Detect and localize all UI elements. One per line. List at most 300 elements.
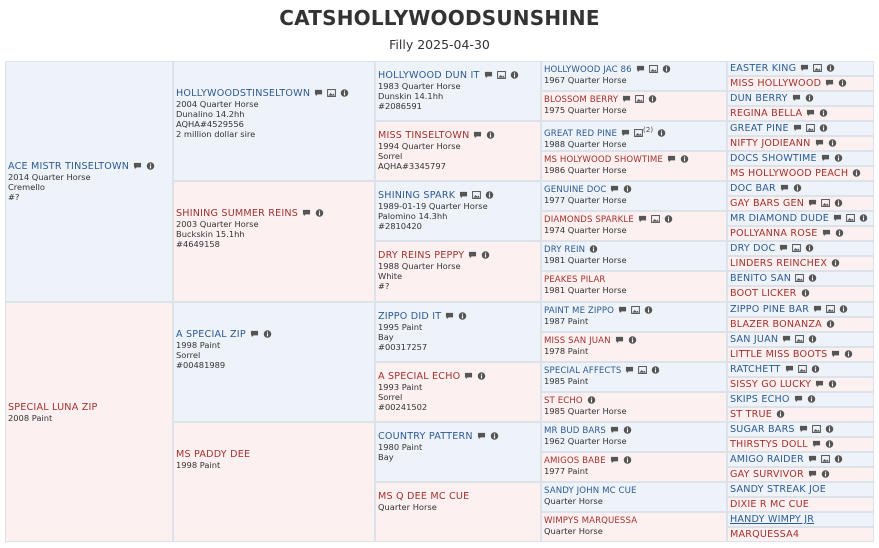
horse-name[interactable]: REGINA BELLA: [730, 108, 803, 120]
comment-icon[interactable]: [794, 395, 803, 403]
horse-detail: Dunskin 14.1hh: [378, 91, 444, 101]
comment-icon[interactable]: [610, 426, 619, 434]
info-icon[interactable]: [481, 251, 490, 259]
pedigree-cell-special-luna-zip: [5, 302, 173, 543]
horse-name[interactable]: BLAZER BONANZA: [730, 318, 822, 330]
horse-name-link[interactable]: [378, 371, 538, 382]
horse-name-link[interactable]: [730, 394, 871, 405]
horse-name-link[interactable]: [544, 336, 724, 346]
comment-icon[interactable]: [813, 305, 822, 313]
photo-count-badge: (2): [642, 126, 654, 135]
horse-name-link[interactable]: [730, 319, 871, 330]
pedigree-cell-great-red-pine: [541, 121, 727, 151]
horse-name[interactable]: SPECIAL LUNA ZIP: [8, 401, 98, 413]
horse-name[interactable]: SKIPS ECHO: [730, 393, 790, 405]
horse-name[interactable]: MR DIAMOND DUDE: [730, 213, 830, 225]
info-icon[interactable]: [819, 109, 828, 117]
comment-icon[interactable]: [615, 336, 624, 344]
horse-name[interactable]: ZIPPO DID IT: [378, 310, 442, 322]
horse-name-link[interactable]: [730, 454, 871, 465]
comment-icon[interactable]: [250, 330, 259, 338]
horse-name-link[interactable]: [730, 469, 871, 480]
horse-name-link[interactable]: [730, 153, 871, 164]
horse-detail: #00481989: [176, 359, 226, 370]
pedigree-cell-easter-king: [727, 61, 874, 76]
horse-name[interactable]: SHINING SPARK: [378, 190, 456, 202]
horse-name[interactable]: MS HOLLYWOOD PEACH: [730, 168, 849, 180]
info-icon[interactable]: [826, 320, 835, 328]
pedigree-cell-marquessa4: [727, 527, 874, 542]
info-icon[interactable]: [587, 396, 596, 404]
info-icon[interactable]: [811, 365, 820, 373]
horse-name-link[interactable]: [730, 424, 871, 435]
photo-icon[interactable]: [634, 129, 643, 137]
pedigree-cell-shining-spark: [375, 181, 541, 241]
horse-name[interactable]: BENITO SAN: [730, 273, 792, 285]
horse-name[interactable]: DIAMONDS SPARKLE: [544, 215, 634, 226]
info-icon[interactable]: [458, 312, 467, 320]
horse-name[interactable]: HOLLYWOOD DUN IT: [378, 70, 480, 81]
horse-name[interactable]: GREAT PINE: [730, 123, 789, 135]
info-icon[interactable]: [644, 306, 653, 314]
horse-name[interactable]: GREAT RED PINE: [544, 128, 617, 139]
horse-name-link[interactable]: [730, 138, 871, 149]
info-icon[interactable]: [826, 64, 835, 72]
horse-name-link[interactable]: [730, 439, 871, 450]
horse-name-link[interactable]: [378, 130, 538, 141]
photo-icon[interactable]: [792, 244, 801, 252]
horse-name-link[interactable]: [8, 402, 170, 413]
info-icon[interactable]: [263, 330, 272, 338]
pedigree-cell-ms-paddy-dee: [173, 422, 375, 542]
info-icon[interactable]: [628, 336, 637, 344]
horse-name[interactable]: LITTLE MISS BOOTS: [730, 348, 828, 360]
comment-icon[interactable]: [800, 64, 809, 72]
horse-name[interactable]: HOLLYWOOD JAC 86: [544, 65, 632, 75]
horse-detail: Quarter Horse: [378, 501, 437, 512]
comment-icon[interactable]: [793, 124, 802, 132]
horse-name[interactable]: MISS SAN JUAN: [544, 335, 611, 346]
horse-name[interactable]: LINDERS REINCHEX: [730, 258, 828, 270]
horse-detail: AQHA#3345797: [378, 161, 446, 172]
horse-name[interactable]: DIXIE R MC CUE: [730, 498, 810, 510]
horse-name-link[interactable]: [730, 243, 871, 254]
info-icon[interactable]: [315, 209, 324, 217]
horse-name[interactable]: PEAKES PILAR: [544, 275, 606, 286]
pedigree-cell-hollywoodstinseltown: [173, 61, 375, 181]
photo-icon[interactable]: [821, 455, 830, 463]
pedigree-cell-hollywood-jac-86: [541, 61, 727, 91]
horse-detail: 2 million dollar sire: [176, 129, 256, 139]
horse-name-link[interactable]: [730, 63, 871, 74]
pedigree-cell-sandy-john-mc-cue: [541, 482, 727, 512]
comment-icon[interactable]: [806, 109, 815, 117]
horse-name-link[interactable]: [176, 449, 372, 460]
comment-icon[interactable]: [808, 470, 817, 478]
horse-name-link[interactable]: [8, 161, 170, 172]
horse-name-link[interactable]: [730, 349, 871, 360]
horse-detail: #2810420: [378, 221, 422, 232]
horse-detail: 1975 Quarter Horse: [544, 105, 627, 116]
comment-icon[interactable]: [815, 380, 824, 388]
info-icon[interactable]: [805, 94, 814, 102]
horse-detail: Sorrel: [378, 151, 403, 162]
horse-detail: Bay: [378, 331, 394, 342]
pedigree-cell-paint-me-zippo: [541, 302, 727, 332]
pedigree-cell-ratchett: [727, 362, 874, 377]
info-icon[interactable]: [835, 229, 844, 237]
info-icon[interactable]: [839, 305, 848, 313]
pedigree-cell-benito-san: [727, 271, 874, 286]
horse-name[interactable]: DRY DOC: [730, 243, 776, 255]
horse-name-link[interactable]: [730, 334, 871, 345]
horse-name-link[interactable]: [730, 499, 871, 510]
comment-icon[interactable]: [473, 131, 482, 139]
horse-name[interactable]: ACE MISTR TINSELTOWN: [8, 161, 130, 172]
info-icon[interactable]: [808, 274, 817, 282]
horse-name-link[interactable]: [730, 183, 871, 194]
horse-name[interactable]: DRY REINS PEPPY: [378, 250, 465, 262]
comment-icon[interactable]: [821, 154, 830, 162]
horse-name[interactable]: ZIPPO PINE BAR: [730, 303, 810, 315]
horse-name-link[interactable]: [544, 245, 724, 255]
horse-detail: Dunalino 14.2hh: [176, 109, 245, 119]
info-icon[interactable]: [648, 95, 657, 103]
horse-name-link[interactable]: [730, 288, 871, 299]
comment-icon[interactable]: [785, 365, 794, 373]
comment-icon[interactable]: [484, 71, 493, 79]
photo-icon[interactable]: [798, 365, 807, 373]
info-icon[interactable]: [834, 199, 843, 207]
comment-icon[interactable]: [610, 456, 619, 464]
horse-name-link[interactable]: [544, 65, 724, 75]
comment-icon[interactable]: [782, 335, 791, 343]
comment-icon[interactable]: [610, 185, 619, 193]
photo-icon[interactable]: [846, 214, 855, 222]
info-icon[interactable]: [834, 154, 843, 162]
horse-name-link[interactable]: [730, 78, 871, 89]
pedigree-cell-hollywood-dun-it: [375, 61, 541, 121]
horse-name[interactable]: MS HOLYWOOD SHOWTIME: [544, 155, 663, 166]
horse-name[interactable]: EASTER KING: [730, 63, 797, 74]
page-title: CATSHOLLYWOODSUNSHINE: [279, 6, 600, 30]
horse-name-link[interactable]: [730, 484, 871, 495]
pedigree-cell-st-echo: [541, 392, 727, 422]
horse-name-link[interactable]: [544, 366, 724, 376]
horse-name[interactable]: AMIGOS BABE: [544, 455, 606, 466]
horse-name-link[interactable]: [378, 491, 538, 502]
pedigree-cell-handy-wimpy-jr: [727, 512, 874, 527]
horse-name-link[interactable]: [730, 258, 871, 269]
horse-detail: Buckskin 15.1hh: [176, 229, 245, 240]
horse-name-link[interactable]: [544, 215, 724, 225]
pedigree-cell-doc-bar: [727, 181, 874, 196]
horse-name-link[interactable]: [730, 409, 871, 420]
photo-icon[interactable]: [812, 425, 821, 433]
horse-name[interactable]: DUN BERRY: [730, 93, 788, 105]
horse-name-link[interactable]: [544, 155, 724, 165]
photo-icon[interactable]: [649, 65, 658, 73]
pedigree-cell-dry-reins-peppy: [375, 241, 541, 301]
horse-name-link[interactable]: [544, 426, 724, 436]
horse-name[interactable]: BOOT LICKER: [730, 288, 797, 300]
comment-icon[interactable]: [792, 94, 801, 102]
horse-name[interactable]: GAY SURVIVOR: [730, 468, 804, 480]
info-icon[interactable]: [340, 89, 349, 97]
horse-name-link[interactable]: [730, 304, 871, 315]
photo-icon[interactable]: [813, 64, 822, 72]
horse-name-link[interactable]: [378, 431, 538, 442]
comment-icon[interactable]: [464, 372, 473, 380]
info-icon[interactable]: [664, 215, 673, 223]
horse-name-link[interactable]: [176, 88, 372, 99]
pedigree-cell-peakes-pilar: [541, 271, 727, 301]
horse-name[interactable]: SPECIAL AFFECTS: [544, 365, 622, 376]
horse-name-link[interactable]: [378, 70, 538, 81]
horse-name-link[interactable]: [544, 486, 724, 496]
comment-icon[interactable]: [779, 244, 788, 252]
horse-name-link[interactable]: [544, 516, 724, 526]
pedigree-cell-ms-holywood-showtime: [541, 151, 727, 181]
horse-name-link[interactable]: [544, 306, 724, 316]
horse-name-link[interactable]: [378, 250, 538, 261]
horse-name-link[interactable]: [544, 125, 724, 139]
comment-icon[interactable]: [808, 199, 817, 207]
info-icon[interactable]: [657, 129, 666, 137]
horse-name[interactable]: SHINING SUMMER REINS: [176, 208, 299, 220]
pedigree-cell-zippo-did-it: [375, 302, 541, 362]
photo-icon[interactable]: [795, 274, 804, 282]
horse-name-link[interactable]: [544, 95, 724, 105]
horse-name[interactable]: SANDY STREAK JOE: [730, 483, 827, 495]
pedigree-cell-a-special-echo: [375, 362, 541, 422]
comment-icon[interactable]: [618, 306, 627, 314]
pedigree-cell-miss-san-juan: [541, 332, 727, 362]
photo-icon[interactable]: [806, 124, 815, 132]
info-icon[interactable]: [776, 410, 785, 418]
horse-name[interactable]: HANDY WIMPY JR: [730, 513, 815, 525]
horse-name-link[interactable]: [730, 168, 871, 179]
comment-icon[interactable]: [133, 162, 142, 170]
horse-detail: 1967 Quarter Horse: [544, 75, 627, 85]
info-icon[interactable]: [808, 335, 817, 343]
info-icon[interactable]: [623, 426, 632, 434]
pedigree-cell-dixie-r-mc-cue: [727, 497, 874, 512]
comment-icon[interactable]: [459, 191, 468, 199]
horse-detail: 1974 Quarter Horse: [544, 225, 627, 236]
comment-icon[interactable]: [468, 251, 477, 259]
info-icon[interactable]: [662, 65, 671, 73]
horse-name[interactable]: A SPECIAL ECHO: [378, 370, 461, 382]
horse-name[interactable]: RATCHETT: [730, 363, 781, 375]
info-icon[interactable]: [805, 244, 814, 252]
horse-name-link[interactable]: [730, 273, 871, 284]
horse-detail: 1994 Quarter Horse: [378, 141, 461, 152]
info-icon[interactable]: [838, 79, 847, 87]
horse-name-link[interactable]: [730, 93, 871, 104]
horse-name-link[interactable]: [730, 123, 871, 134]
horse-name-link[interactable]: [730, 364, 871, 375]
pedigree-cell-shining-summer-reins: [173, 181, 375, 301]
comment-icon[interactable]: [825, 79, 834, 87]
comment-icon[interactable]: [302, 209, 311, 217]
horse-name[interactable]: MARQUESSA4: [730, 528, 800, 540]
horse-name[interactable]: SUGAR BARS: [730, 423, 795, 435]
pedigree-cell-ms-hollywood-peach: [727, 166, 874, 181]
horse-detail: 1980 Paint: [378, 441, 423, 452]
comment-icon[interactable]: [808, 455, 817, 463]
horse-name-link[interactable]: [730, 108, 871, 119]
horse-name[interactable]: POLLYANNA ROSE: [730, 228, 818, 240]
photo-icon[interactable]: [795, 335, 804, 343]
horse-name[interactable]: MR BUD BARS: [544, 425, 606, 436]
comment-icon[interactable]: [780, 184, 789, 192]
horse-name[interactable]: MS PADDY DEE: [176, 448, 251, 460]
info-icon[interactable]: [793, 184, 802, 192]
horse-name[interactable]: DOCS SHOWTIME: [730, 153, 817, 165]
horse-detail: #4649158: [176, 239, 220, 250]
info-icon[interactable]: [477, 372, 486, 380]
pedigree-cell-country-pattern: [375, 422, 541, 482]
horse-name[interactable]: SAN JUAN: [730, 333, 779, 345]
info-icon[interactable]: [852, 169, 861, 177]
horse-name-link[interactable]: [378, 190, 538, 201]
horse-detail: 1998 Paint: [176, 339, 221, 350]
comment-icon[interactable]: [831, 350, 840, 358]
photo-icon[interactable]: [826, 305, 835, 313]
info-icon[interactable]: [825, 425, 834, 433]
horse-name-link[interactable]: [176, 208, 372, 219]
photo-icon[interactable]: [635, 95, 644, 103]
comment-icon[interactable]: [622, 95, 631, 103]
photo-icon[interactable]: [638, 366, 647, 374]
photo-icon[interactable]: [497, 71, 506, 79]
horse-name[interactable]: DOC BAR: [730, 183, 776, 195]
horse-name[interactable]: GAY BARS GEN: [730, 198, 805, 210]
comment-icon[interactable]: [625, 366, 634, 374]
horse-name-link[interactable]: [378, 311, 538, 322]
horse-name[interactable]: MISS HOLLYWOOD: [730, 78, 822, 90]
info-icon[interactable]: [859, 214, 868, 222]
info-icon[interactable]: [828, 380, 837, 388]
photo-icon[interactable]: [327, 89, 336, 97]
horse-detail: 1981 Quarter Horse: [544, 285, 627, 296]
comment-icon[interactable]: [833, 214, 842, 222]
horse-name-link[interactable]: [544, 185, 724, 195]
info-icon[interactable]: [510, 71, 519, 79]
horse-name-link[interactable]: [730, 379, 871, 390]
info-icon[interactable]: [834, 455, 843, 463]
info-icon[interactable]: [651, 366, 660, 374]
horse-name[interactable]: DRY REIN: [544, 245, 586, 256]
horse-name[interactable]: COUNTRY PATTERN: [378, 430, 473, 442]
horse-detail: 1962 Quarter Horse: [544, 435, 627, 446]
info-icon[interactable]: [623, 456, 632, 464]
photo-icon[interactable]: [651, 215, 660, 223]
comment-icon[interactable]: [477, 432, 486, 440]
comment-icon[interactable]: [815, 139, 824, 147]
comment-icon[interactable]: [636, 65, 645, 73]
comment-icon[interactable]: [621, 129, 630, 137]
pedigree-cell-gay-survivor: [727, 467, 874, 482]
comment-icon[interactable]: [638, 215, 647, 223]
comment-icon[interactable]: [667, 155, 676, 163]
info-icon[interactable]: [801, 289, 810, 297]
horse-name[interactable]: HOLLYWOODSTINSELTOWN: [176, 88, 311, 99]
horse-name-link[interactable]: [730, 198, 871, 209]
horse-detail: White: [378, 271, 403, 282]
info-icon[interactable]: [486, 131, 495, 139]
info-icon[interactable]: [146, 162, 155, 170]
horse-name[interactable]: AMIGO RAIDER: [730, 453, 804, 465]
horse-name[interactable]: BLOSSOM BERRY: [544, 95, 619, 106]
comment-icon[interactable]: [799, 425, 808, 433]
horse-detail: 2003 Quarter Horse: [176, 219, 259, 230]
horse-name[interactable]: THIRSTYS DOLL: [730, 438, 808, 450]
photo-icon[interactable]: [821, 199, 830, 207]
horse-name-link[interactable]: [730, 228, 871, 239]
pedigree-cell-san-juan: [727, 332, 874, 347]
photo-icon[interactable]: [631, 306, 640, 314]
info-icon[interactable]: [821, 470, 830, 478]
horse-detail: 1998 Paint: [176, 459, 221, 470]
info-icon[interactable]: [485, 191, 494, 199]
horse-name-link[interactable]: [544, 456, 724, 466]
info-icon[interactable]: [680, 155, 689, 163]
horse-detail: 1978 Paint: [544, 345, 589, 356]
info-icon[interactable]: [825, 440, 834, 448]
info-icon[interactable]: [807, 395, 816, 403]
horse-name-link[interactable]: [730, 529, 871, 540]
horse-name[interactable]: SANDY JOHN MC CUE: [544, 485, 637, 496]
horse-name-link[interactable]: [544, 275, 724, 285]
info-icon[interactable]: [844, 350, 853, 358]
pedigree-cell-a-special-zip: [173, 302, 375, 422]
horse-name[interactable]: MS Q DEE MC CUE: [378, 490, 470, 502]
comment-icon[interactable]: [314, 89, 323, 97]
photo-icon[interactable]: [472, 191, 481, 199]
horse-detail: 1985 Paint: [544, 375, 589, 386]
horse-name[interactable]: A SPECIAL ZIP: [176, 328, 246, 340]
horse-name[interactable]: NIFTY JODIEANN: [730, 138, 811, 150]
info-icon[interactable]: [831, 259, 840, 267]
info-icon[interactable]: [623, 185, 632, 193]
horse-name-link[interactable]: [544, 396, 724, 406]
horse-name[interactable]: GENUINE DOC: [544, 185, 607, 196]
comment-icon[interactable]: [445, 312, 454, 320]
pedigree-cell-amigos-babe: [541, 452, 727, 482]
pedigree-cell-boot-licker: [727, 286, 874, 301]
info-icon[interactable]: [490, 432, 499, 440]
horse-name[interactable]: SISSY GO LUCKY: [730, 378, 812, 390]
horse-name[interactable]: ST TRUE: [730, 408, 773, 420]
comment-icon[interactable]: [822, 229, 831, 237]
horse-name-link[interactable]: [176, 329, 372, 340]
horse-name-link[interactable]: [730, 213, 871, 224]
horse-name[interactable]: MISS TINSELTOWN: [378, 130, 470, 142]
horse-name[interactable]: PAINT ME ZIPPO: [544, 305, 614, 316]
horse-detail: 1988 Quarter Horse: [378, 261, 461, 272]
pedigree-cell-docs-showtime: [727, 151, 874, 166]
comment-icon[interactable]: [812, 440, 821, 448]
horse-name-link[interactable]: [730, 514, 871, 525]
horse-name[interactable]: ST ECHO: [544, 395, 583, 406]
horse-detail: Sorrel: [378, 391, 403, 402]
info-icon[interactable]: [819, 124, 828, 132]
horse-name[interactable]: WIMPYS MARQUESSA: [544, 515, 638, 526]
info-icon[interactable]: [589, 245, 598, 253]
info-icon[interactable]: [828, 139, 837, 147]
